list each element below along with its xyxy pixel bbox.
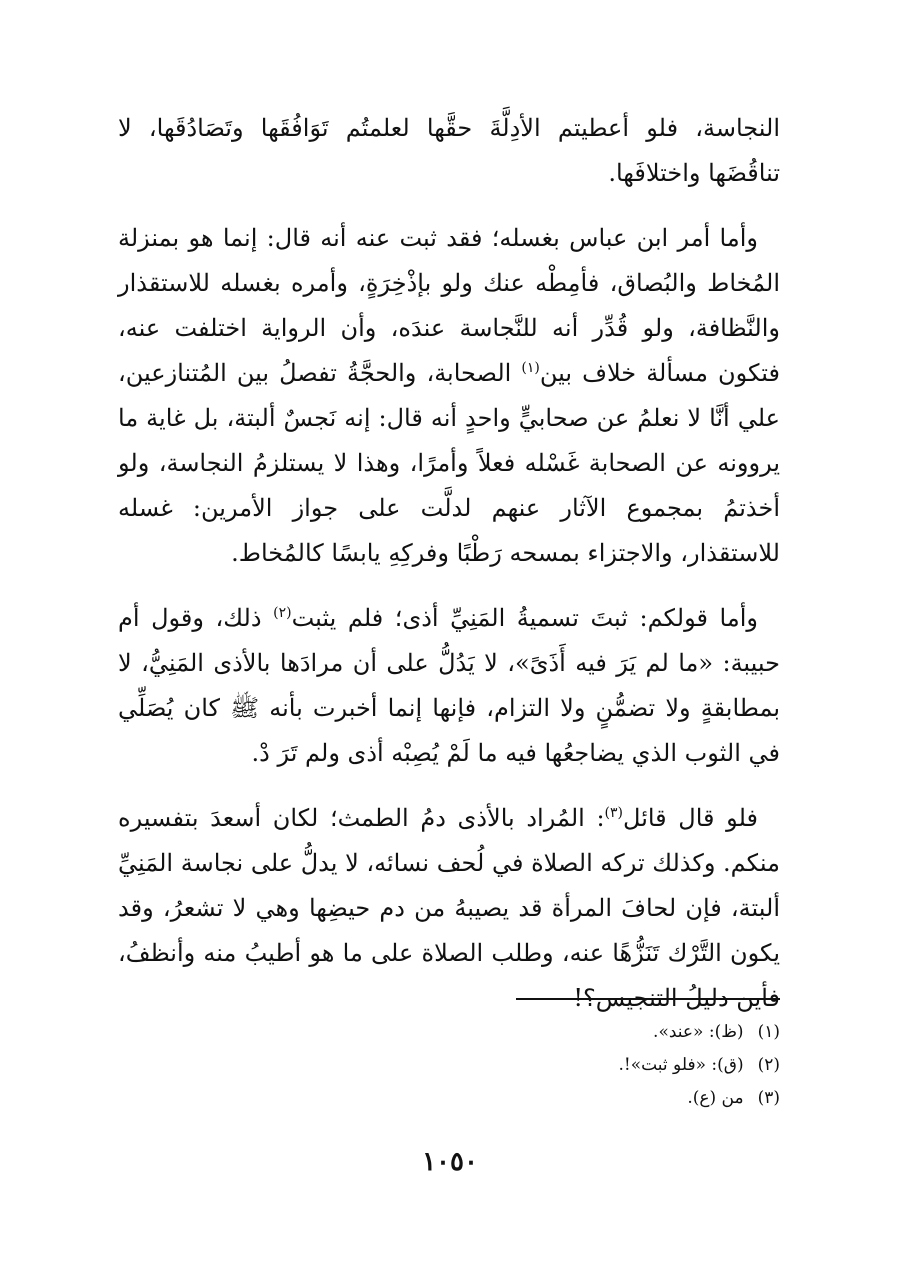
- footnote-text: (ق): «فلو ثبت»!.: [618, 1055, 744, 1075]
- footnote-number: (١): [757, 1022, 780, 1042]
- footnote-1: [420, 1016, 780, 1049]
- footnote-2: [420, 1049, 780, 1082]
- paragraph-2-text-b: الصحابة، والحجَّةُ تفصلُ بين المُتنازعين، علي أنَّا لا نعلمُ عن صحابيٍّ واحدٍ أنه قال: إنه نَجسٌ ألبتة، بل غاية ما يروونه عن الصحابة غَسْله فعلاً وأمرًا، وهذا لا يستلزمُ النجاسة، ولو أخذتمُ بمجموع الآثار عنهم لدلَّت على جواز الأمرين: غسله للاستقذار، والاجتزاء بمسحه رَطْبًا وفركِهِ يابسًا كالمُخاط.: [118, 359, 780, 567]
- footnote-ref-1: (١): [521, 360, 540, 376]
- footnote-number: (٢): [757, 1055, 780, 1075]
- footnote-number: (٣): [757, 1088, 780, 1108]
- footnote-ref-2: (٢): [273, 605, 292, 621]
- paragraph-2-text-a: وأما أمر ابن عباس بغسله؛ فقد ثبت عنه أنه قال: إنما هو بمنزلة المُخاط والبُصاق، فأمِطْه عنك ولو بإذْخِرَةٍ، وأمره بغسله للاستقذار والنَّظافة، ولو قُدِّر أنه للنَّجاسة عندَه، وأن الرواية اختلفت عنه، فتكون مسألة خلاف بين: [118, 224, 780, 387]
- paragraph-3-text-a: وأما قولكم: ثبتَ تسميةُ المَنِيِّ أذى؛ فلم يثبت: [291, 604, 758, 632]
- paragraph-4: [118, 796, 780, 1021]
- paragraph-3: [118, 596, 780, 776]
- footnote-ref-3: (٣): [604, 805, 624, 821]
- footnote-text: من (ع).: [687, 1088, 744, 1108]
- paragraph-1: [118, 106, 780, 196]
- paragraph-4-text-a: فلو قال قائل: [623, 804, 759, 832]
- paragraph-4-text-b: : المُراد بالأذى دمُ الطمث؛ لكان أسعدَ بتفسيره منكم. وكذلك تركه الصلاة في لُحف نسائه، لا يدلُّ على نجاسة المَنِيِّ ألبتة، فإن لحافَ المرأة قد يصيبهُ من دم حيضِها وهي لا تشعرُ، وقد يكون التَّرْك تَنَزُّهًا عنه، وطلب الصلاة على ما هو أطيبُ منه وأنظفُ، فأين دليلُ التنجيس؟!: [118, 804, 780, 1012]
- paragraph-3-text-b: ذلك، وقول أم حبيبة: «ما لم يَرَ فيه أَذَىً»، لا يَدُلُّ على أن مرادَها بالأذى المَنِيُّ، لا بمطابقةٍ ولا تضمُّنٍ ولا التزام، فإنها إنما أخبرت بأنه ﷺ كان يُصَلِّي في الثوب الذي يضاجعُها فيه ما لَمْ يُصِبْه أذى ولم تَرَ دْ.: [118, 604, 780, 767]
- main-text: [118, 106, 780, 1041]
- page-number: ١٠٥٠: [422, 1147, 478, 1177]
- footnotes: [420, 1016, 780, 1115]
- footnote-divider: [516, 998, 780, 1000]
- paragraph-2: [118, 216, 780, 576]
- paragraph-1-text: النجاسة، فلو أعطيتم الأدِلَّةَ حقَّها لعلمتُم تَوَافُقَها وتَصَادُقَها، لا تناقُضَها واختلافَها.: [118, 114, 780, 187]
- footnote-3: [420, 1082, 780, 1115]
- footnote-text: (ظ): «عند».: [653, 1022, 744, 1042]
